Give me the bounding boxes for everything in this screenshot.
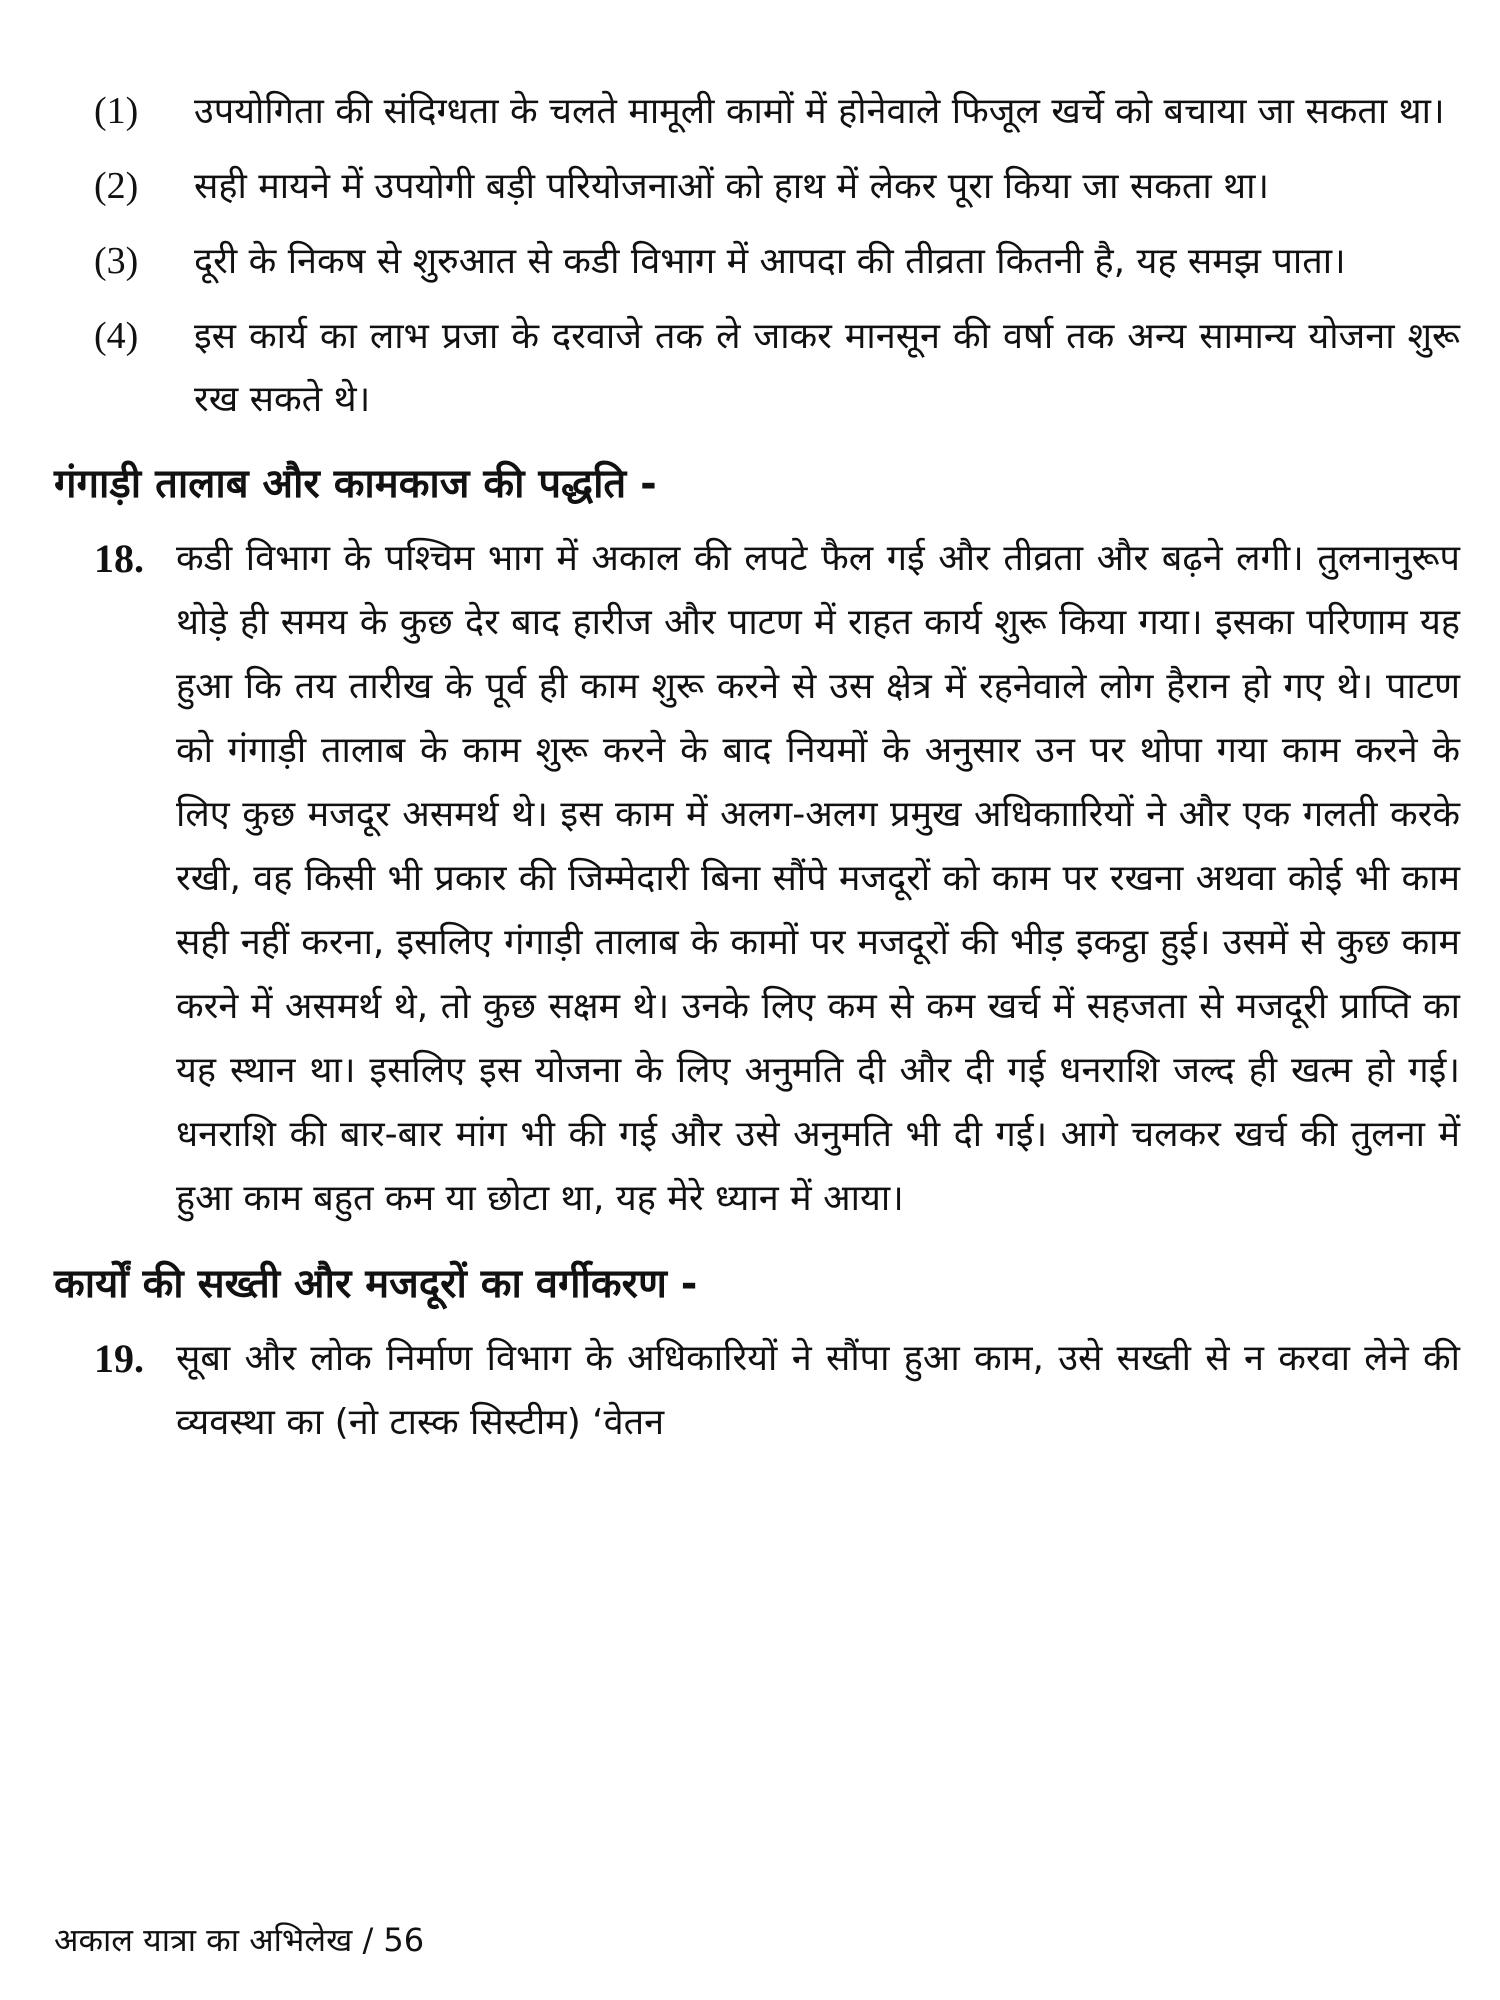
list-item-text: दूरी के निकष से शुरुआत से कडी विभाग में आपदा की तीव्रता कितनी है, यह समझ पाता।	[194, 241, 1346, 282]
list-item-number: (2)	[94, 165, 139, 207]
paragraph-text: कडी विभाग के पश्चिम भाग में अकाल की लपटे फैल गई और तीव्रता और बढ़ने लगी। तुलनानुरूप थोड़े ही समय के कुछ देर बाद हारीज और पाटण में राहत कार्य शुरू किया गया। इसका परिणाम यह हुआ कि तय तारीख के पूर्व ही काम शुरू करने से उस क्षेत्र में रहनेवाले लोग हैरान हो गए थे। पाटण को गंगाड़ी तालाब के काम शुरू करने के बाद नियमों के अनुसार उन पर थोपा गया काम करने के लिए कुछ मजदूर असमर्थ थे। इस काम में अलग-अलग प्रमुख अधिकाारियों ने और एक गलती करके रखी, वह किसी भी प्रकार की जिम्मेदारी बिना सौंपे मजदूरों को काम पर रखना अथवा कोई भी काम सही नहीं करना, इसलिए गंगाड़ी तालाब के कामों पर मजदूरों की भीड़ इकट्ठा हुई। उसमें से कुछ काम करने में असमर्थ थे, तो कुछ सक्षम थे। उनके लिए कम से कम खर्च में सहजता से मजदूरी प्राप्ति का यह स्थान था। इसलिए इस योजना के लिए अनुमति दी और दी गई धनराशि जल्द ही खत्म हो गई। धनराशि की बार-बार मांग भी की गई और उसे अनुमति भी दी गई। आगे चलकर खर्च की तुलना में हुआ काम बहुत कम या छोटा था, यह मेरे ध्यान में आया।	[176, 538, 1460, 1219]
list-item-1	[54, 80, 1460, 143]
list-item-text: इस कार्य का लाभ प्रजा के दरवाजे तक ले जाकर मानसून की वर्षा तक अन्य सामान्य योजना शुरू रख सकते थे।	[194, 316, 1460, 420]
section-heading-gangadi-talab: गंगाड़ी तालाब और कामकाज की पद्धति -	[54, 461, 657, 507]
section-heading-karyon-ki-sakhti: कार्यों की सख्ती और मजदूरों का वर्गीकरण -	[54, 1261, 698, 1307]
list-item-number: (3)	[94, 240, 139, 282]
list-item-text: उपयोगिता की संदिग्धता के चलते मामूली कामों में होनेवाले फिजूल खर्चे को बचाया जा सकता था।	[194, 91, 1445, 132]
list-item-2	[54, 155, 1460, 218]
list-item-4	[54, 305, 1460, 431]
list-item-number: (4)	[94, 315, 139, 357]
paragraph-18	[54, 527, 1460, 1231]
list-item-number: (1)	[94, 90, 139, 132]
page-footer: अकाल यात्रा का अभिलेख / 56	[54, 1921, 425, 1959]
list-item-text: सही मायने में उपयोगी बड़ी परियोजनाओं को हाथ में लेकर पूरा किया जा सकता था।	[194, 166, 1270, 207]
paragraph-text: सूबा और लोक निर्माण विभाग के अधिकारियों ने सौंपा हुआ काम, उसे सख्ती से न करवा लेने की व्यवस्था का (नो टास्क सिस्टीम) ‘वेतन	[176, 1338, 1460, 1443]
paragraph-number: 18.	[94, 536, 144, 581]
paragraph-19	[54, 1327, 1460, 1455]
list-item-3	[54, 230, 1460, 293]
paragraph-number: 19.	[94, 1336, 144, 1381]
